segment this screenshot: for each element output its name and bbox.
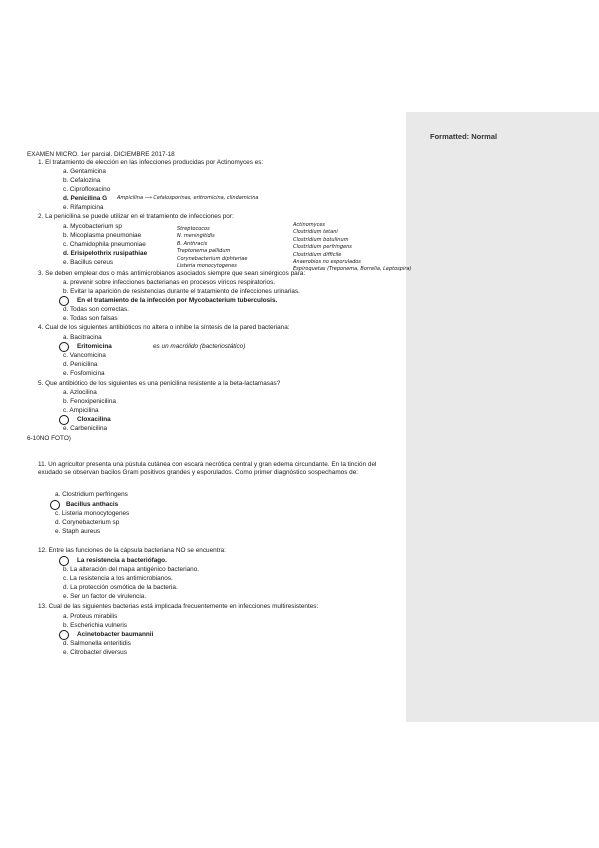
q5-option-e: e. Carbenicilina xyxy=(63,425,108,432)
q11-option-c: c. Listeria monocytogenes xyxy=(55,510,130,517)
q4-option-e: e. Fosfomicina xyxy=(63,370,105,377)
q2-note-right-5: Anaerobios no esporulados xyxy=(293,259,361,266)
q2-note-right-4: Clostridium difficile xyxy=(293,251,342,258)
q3-stem: 3. Se deben emplear dos o más antimicrobianos asociados siempre que sean sinérgicos para: xyxy=(38,270,306,277)
q2-option-c: c. Chamidophila pneumoniae xyxy=(63,241,146,248)
q12-option-b: b. La alteración del mapa antigénico bacteriano. xyxy=(63,566,200,573)
q4-note: es un macrólido (bacteriostático) xyxy=(153,343,246,350)
q5-option-a: a. Azlocilina xyxy=(63,389,97,396)
q12-stem: 12. Entre las funciones de la cápsula bacteriana NO se encuentra: xyxy=(38,547,226,554)
q12-answer-circle xyxy=(59,556,69,566)
q1-stem: 1. El tratamiento de elección en las infecciones producidas por Actinomyces es: xyxy=(38,159,264,166)
q1-option-d: d. Penicilina G xyxy=(63,195,108,202)
q2-handwritten-list-right xyxy=(293,222,411,274)
q13-stem: 13. Cual de las siguientes bacterias está implicada frecuentemente en infecciones multiresistentes: xyxy=(38,603,319,610)
q4-stem: 4. Cual de los siguientes antibióticos no altera o inhibe la síntesis de la pared bacteriana: xyxy=(38,324,290,331)
q1-option-b: b. Cefalozina xyxy=(63,177,101,184)
q4-option-d: d. Penicilina xyxy=(63,361,98,368)
q11-answer-circle xyxy=(50,500,60,510)
q1-handwritten-note: Ampicilina ⟶ Cefalosporinas, eritromicina, clindamicina xyxy=(117,195,259,201)
q12-option-e: e. Ser un factor de virulencia. xyxy=(63,593,147,600)
q2-note-right-1: Clostridium tetani xyxy=(293,229,338,236)
q13-option-c: Acinetobacter baumannii xyxy=(77,631,154,638)
q1-option-e: e. Rifampicina xyxy=(63,204,104,211)
q11-option-a: a. Clostridium perfringens xyxy=(55,491,128,498)
q4-answer-circle xyxy=(59,342,69,352)
q13-option-b: b. Escherichia vulneris xyxy=(63,622,127,629)
q12-option-d: d. La protección osmótica de la bacteria. xyxy=(63,584,178,591)
q4-option-a: a. Bacitracina xyxy=(63,334,102,341)
q3-answer-circle xyxy=(59,296,69,306)
q5-answer-circle xyxy=(59,415,69,425)
q12-option-c: c. La resistencia a los antimicrobianos. xyxy=(63,575,173,582)
exam-header: EXAMEN MICRO. 1er parcial. DICIEMBRE 2017-18 xyxy=(27,151,175,158)
q2-option-b: b. Micoplasma pneumoniae xyxy=(63,232,142,239)
q3-option-e: e. Todas son falsas xyxy=(63,315,118,322)
q3-option-d: d. Todas son correctas. xyxy=(63,306,129,313)
q2-option-e: e. Bacillus cereus xyxy=(63,259,114,266)
q11-option-e: e. Staph aureus xyxy=(55,528,101,535)
q2-note-left-2: B. Anthracis xyxy=(177,240,208,247)
q13-option-a: a. Proteus mirabilis xyxy=(63,613,118,620)
q13-option-d: d. Salmonella enteritidis xyxy=(63,640,131,647)
q4-option-c: c. Vancomicina xyxy=(63,352,106,359)
q3-option-b: b. Evitar la aparición de resistencias durante el tratamiento de infecciones urinarias. xyxy=(63,288,300,295)
q2-option-a: a. Mycobacterium sp xyxy=(63,223,122,230)
q13-option-e: e. Citrobacter diversus xyxy=(63,649,127,656)
q13-answer-circle xyxy=(59,630,69,640)
q3-option-c: En el tratamiento de la infección por Mycobacterium tuberculosis. xyxy=(77,297,278,304)
q5-stem: 5. Que antibiótico de los siguientes es una penicilina resistente a la beta-lactamasas? xyxy=(38,380,281,387)
q2-note-left-4: Corynebacterium diphteriae xyxy=(177,255,248,262)
section-note: 6-10NO FOTO) xyxy=(27,435,71,442)
comment-label: Formatted: Normal xyxy=(430,132,498,141)
q1-option-c: c. Ciprofloxacino xyxy=(63,186,111,193)
q4-option-b: Eritomicina xyxy=(77,343,112,350)
q11-option-b: Bacillus anthacis xyxy=(66,501,119,508)
q2-stem: 2. La penicilina se puede utilizar en el tratamiento de infecciones por: xyxy=(38,213,234,220)
q2-note-left-3: Treptonema pallidum xyxy=(177,248,231,255)
q2-note-right-3: Clostridium perfringens xyxy=(293,244,352,251)
q2-option-d: d. Erisipelothrix rusipathiae xyxy=(63,250,148,257)
q2-note-right-2: Clostridium botulinum xyxy=(293,236,349,243)
q11-option-d: d. Corynebacterium sp xyxy=(55,519,120,526)
comment-pane xyxy=(406,112,599,722)
q2-note-left-5: Listeria monocytogenes xyxy=(177,263,237,270)
q12-option-a: La resistencia a bacteriófago. xyxy=(77,557,167,564)
q2-note-right-6: Espiroquetas (Treponema, Borrelia, Leptospira) xyxy=(293,266,412,273)
q2-note-right-0: Actinomyces xyxy=(293,222,326,228)
q5-option-c: c. Ampicilina xyxy=(63,407,99,414)
q11-stem: 11. Un agricultor presenta una pústula cutánea con escara necrótica central y gran edema circundante. En la tinción del exudado se observan bacilos Gram positivos grandes y esporulados. Como primer diagnóstico sospechamos de: xyxy=(38,461,377,476)
q1-option-a: a. Gentamicina xyxy=(63,168,106,175)
q5-option-b: b. Fenoxipenicilina xyxy=(63,398,116,405)
q2-note-left-1: N. meningitidis xyxy=(177,233,215,240)
q2-handwritten-list-left xyxy=(177,226,247,270)
q3-option-a: a. prevenir sobre infecciones bacterianas en procesos víricos respiratorios. xyxy=(63,279,276,286)
q5-option-d: Cloxacilina xyxy=(77,416,111,423)
q2-note-left-0: Streptococos xyxy=(177,226,210,232)
